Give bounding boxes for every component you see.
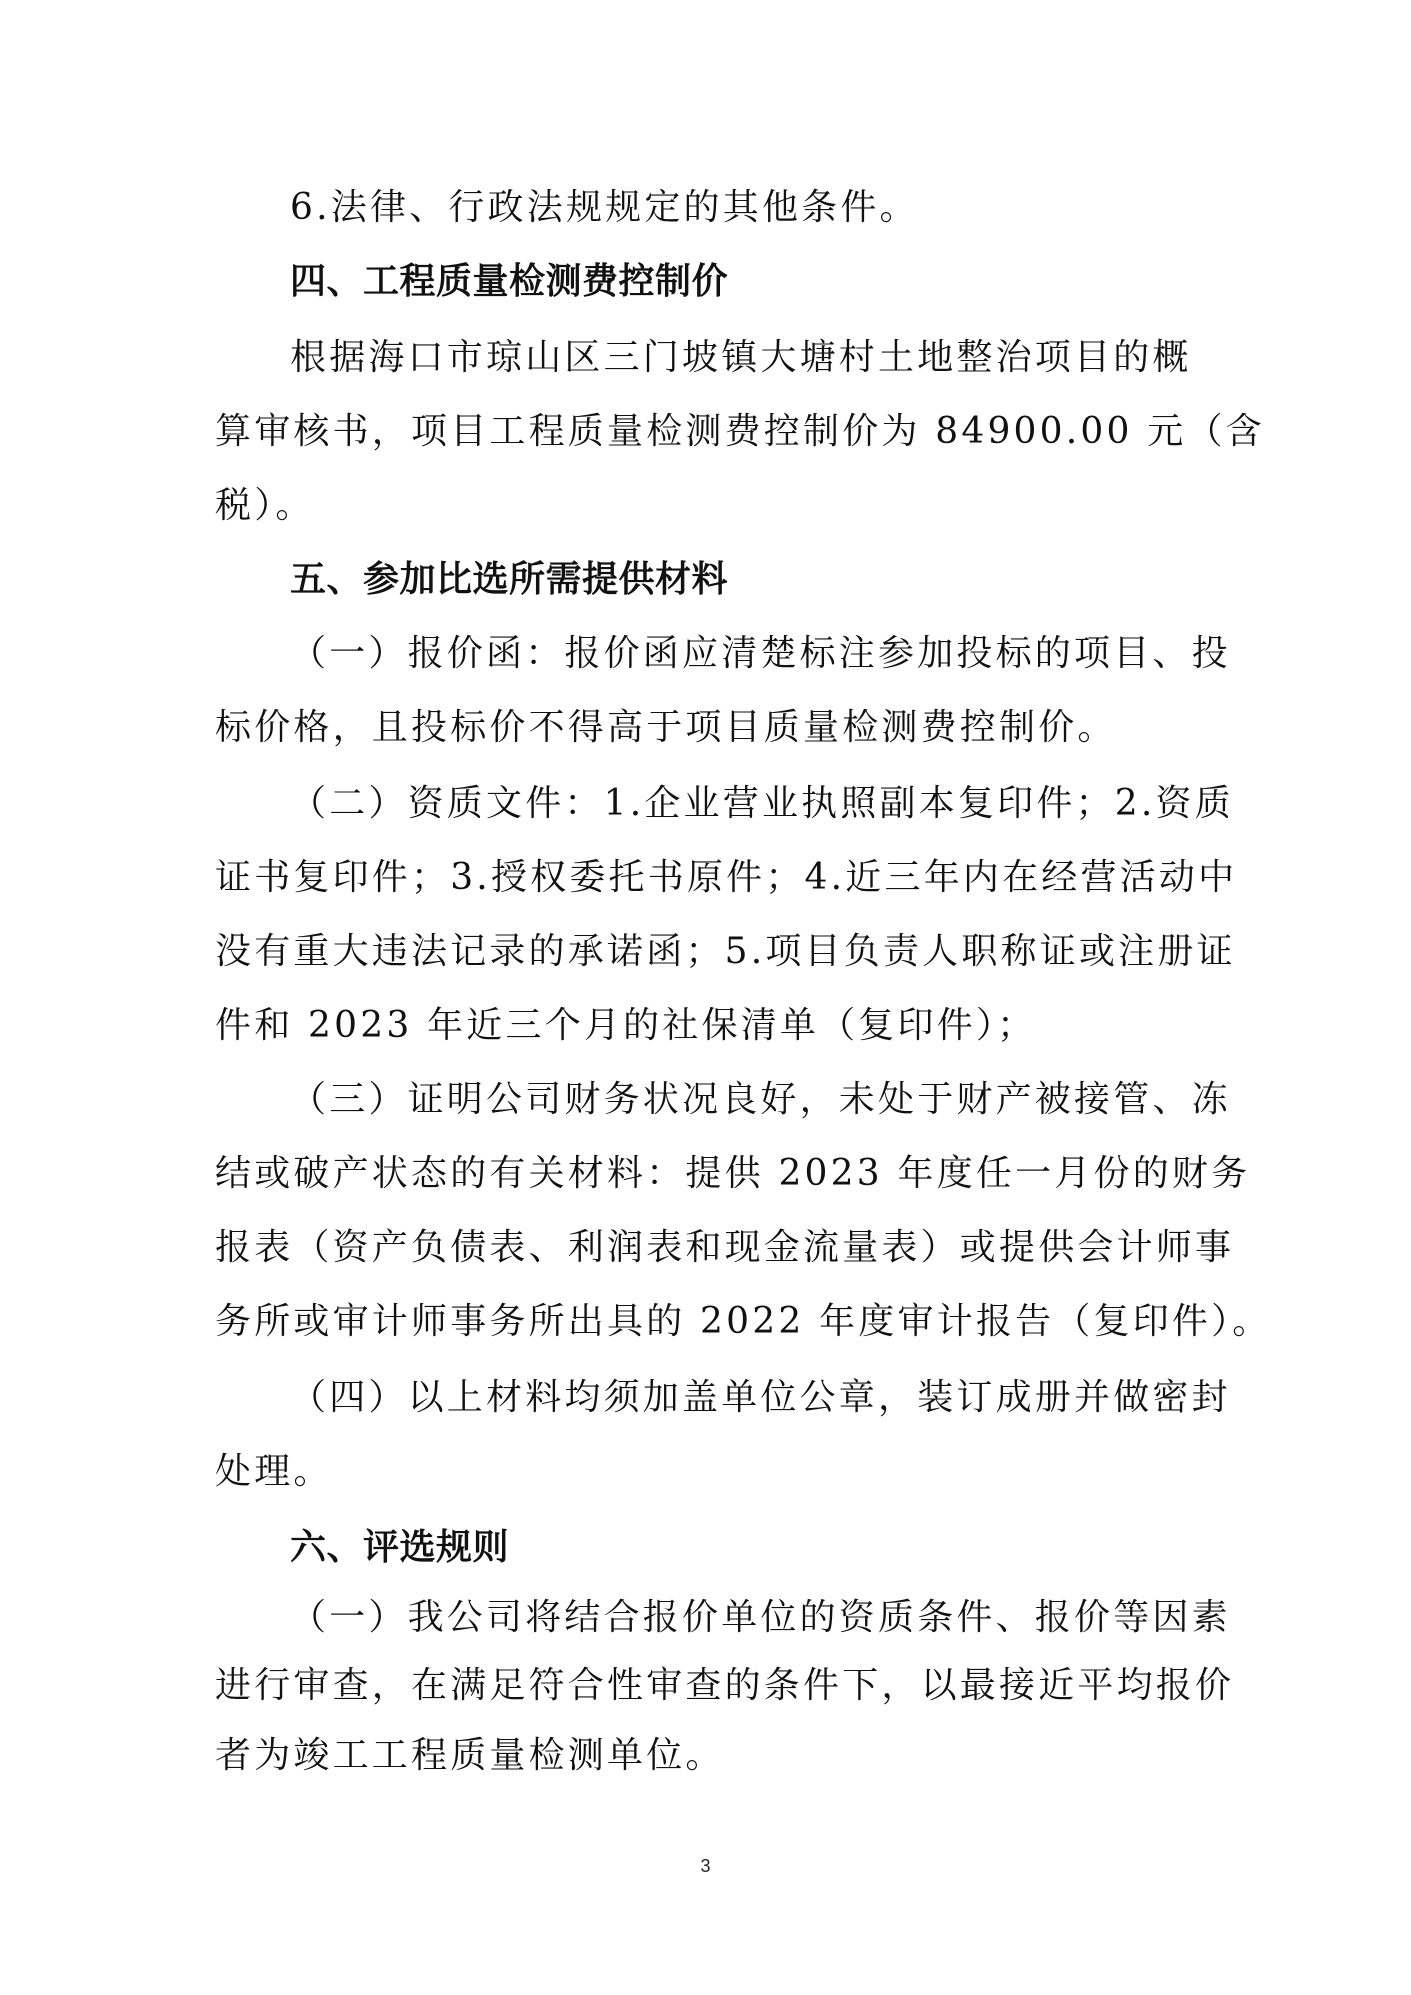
paragraph-line: 根据海口市琼山区三门坡镇大塘村土地整治项目的概 (290, 337, 1192, 378)
paragraph-line: 处理。 (215, 1451, 333, 1492)
paragraph-line: （一）报价函：报价函应清楚标注参加投标的项目、投 (290, 633, 1231, 674)
paragraph-line: 报表（资产负债表、利润表和现金流量表）或提供会计师事 (215, 1227, 1235, 1268)
paragraph-line: （一）我公司将结合报价单位的资质条件、报价等因素 (290, 1597, 1231, 1638)
section-heading-materials: 五、参加比选所需提供材料 (290, 559, 729, 600)
paragraph-line: 件和 2023 年近三个月的社保清单（复印件）； (215, 1005, 1037, 1046)
paragraph-line: 证书复印件；3.授权委托书原件；4.近三年内在经营活动中 (215, 857, 1238, 898)
paragraph-line: 税）。 (215, 485, 315, 526)
paragraph-line: 没有重大违法记录的承诺函；5.项目负责人职称证或注册证 (215, 931, 1236, 972)
paragraph-line: 务所或审计师事务所出具的 2022 年度审计报告（复印件）。 (215, 1301, 1272, 1342)
paragraph-line: 算审核书，项目工程质量检测费控制价为 84900.00 元（含 (215, 411, 1265, 452)
paragraph-line: （三）证明公司财务状况良好，未处于财产被接管、冻 (290, 1079, 1231, 1120)
paragraph-line: 者为竣工工程质量检测单位。 (215, 1735, 725, 1776)
section-heading-control-price: 四、工程质量检测费控制价 (290, 261, 729, 302)
paragraph-line: 进行审查，在满足符合性审查的条件下，以最接近平均报价 (215, 1665, 1235, 1706)
paragraph-line: 标价格，且投标价不得高于项目质量检测费控制价。 (215, 707, 1117, 748)
list-item-other-conditions: 6.法律、行政法规规定的其他条件。 (290, 187, 919, 228)
page-number: 3 (700, 1856, 711, 1876)
paragraph-line: 结或破产状态的有关材料：提供 2023 年度任一月份的财务 (215, 1153, 1251, 1194)
section-heading-rules: 六、评选规则 (290, 1527, 510, 1568)
paragraph-line: （二）资质文件：1.企业营业执照副本复印件；2.资质 (290, 783, 1234, 824)
paragraph-line: （四）以上材料均须加盖单位公章，装订成册并做密封 (290, 1377, 1231, 1418)
